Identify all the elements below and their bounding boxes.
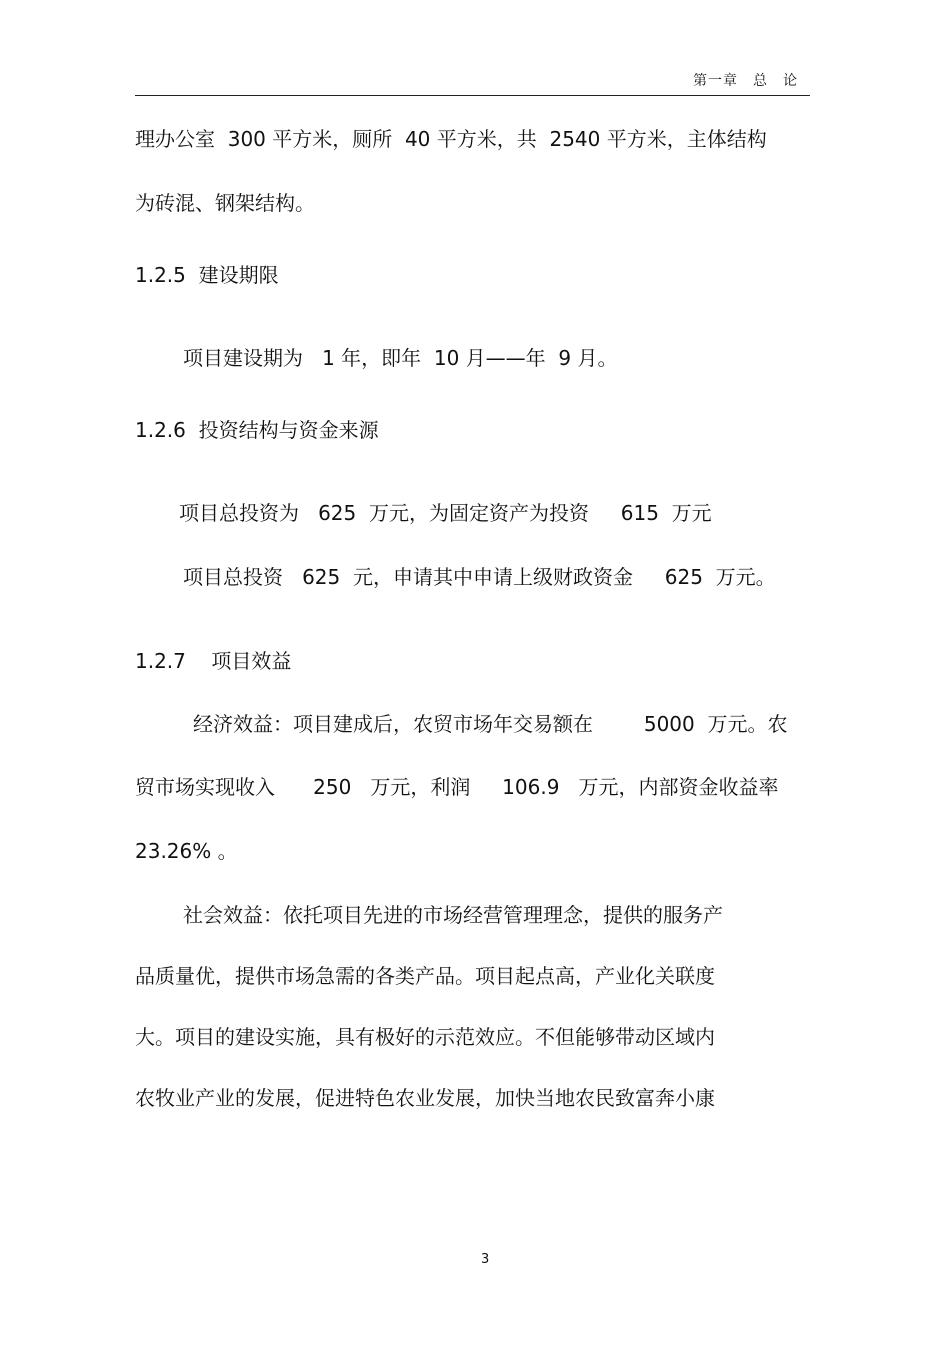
paragraph-line: 贸市场实现收入 250 万元，利润 106.9 万元，内部资金收益率 [135,775,779,799]
paragraph-line: 经济效益：项目建成后，农贸市场年交易额在 5000 万元。农 [193,712,788,736]
paragraph-line: 大。项目的建设实施，具有极好的示范效应。不但能够带动区域内 [135,1025,715,1049]
header-rule [135,95,810,96]
section-heading-1-2-7: 1.2.7 项目效益 [135,649,292,673]
chapter-header: 第一章 总 论 [693,73,798,89]
paragraph-line: 品质量优，提供市场急需的各类产品。项目起点高，产业化关联度 [135,964,715,988]
paragraph-line: 项目建设期为 1 年，即年 10 月——年 9 月。 [183,346,618,370]
paragraph-line: 23.26% 。 [135,839,238,863]
paragraph-line: 理办公室 300 平方米，厕所 40 平方米，共 2540 平方米，主体结构 [135,127,767,151]
page-number: 3 [481,1252,490,1267]
paragraph-line: 农牧业产业的发展，促进特色农业发展，加快当地农民致富奔小康 [135,1086,715,1110]
paragraph-line: 社会效益：依托项目先进的市场经营管理理念，提供的服务产 [183,903,723,927]
section-heading-1-2-5: 1.2.5 建设期限 [135,263,279,287]
paragraph-line: 为砖混、钢架结构。 [135,191,315,215]
section-heading-1-2-6: 1.2.6 投资结构与资金来源 [135,418,379,442]
paragraph-line: 项目总投资为 625 万元，为固定资产为投资 615 万元 [179,501,712,525]
paragraph-line: 项目总投资 625 元，申请其中申请上级财政资金 625 万元。 [183,565,776,589]
